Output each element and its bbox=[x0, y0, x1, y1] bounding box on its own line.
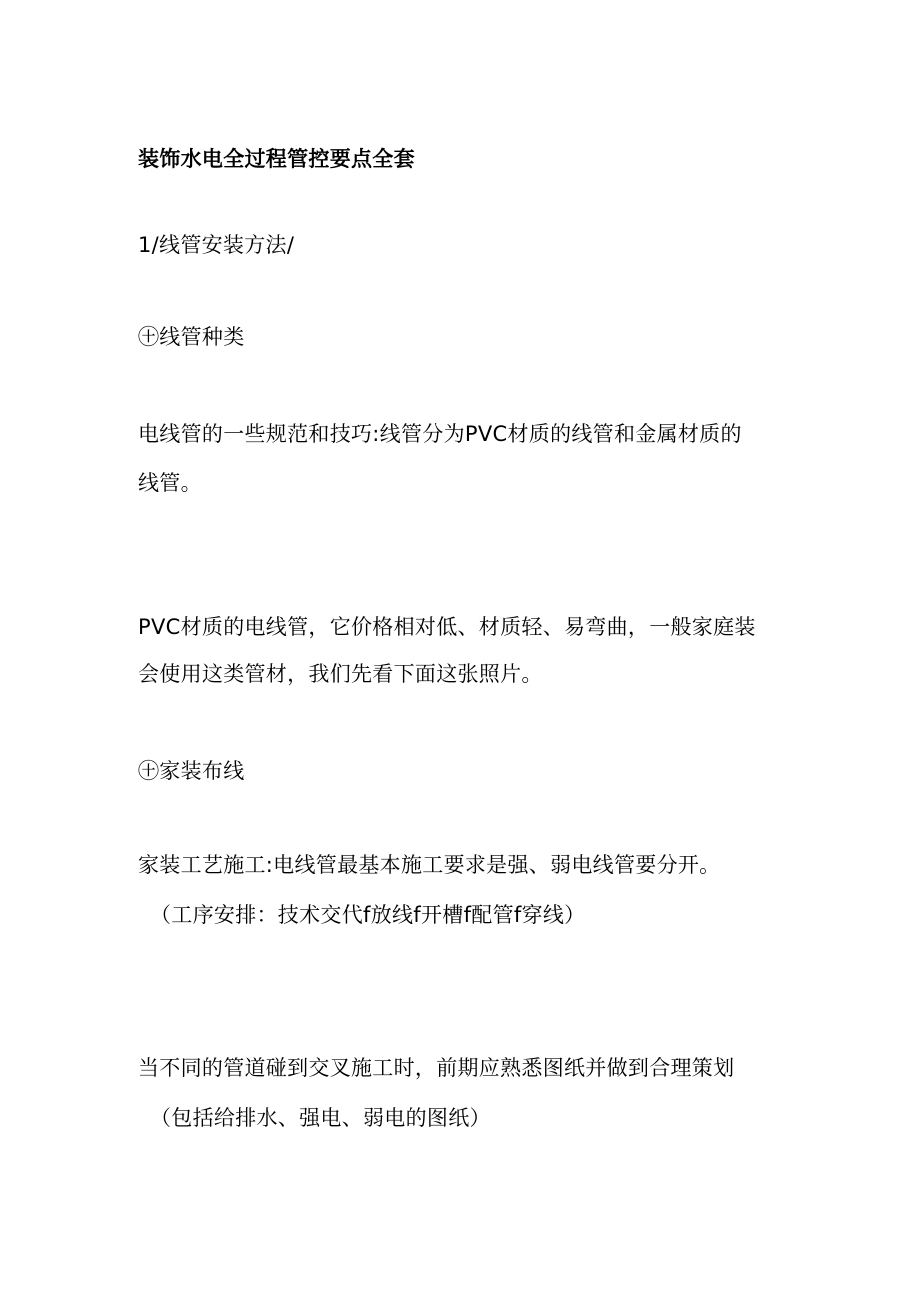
document-title: 装饰水电全过程管控要点全套 bbox=[138, 147, 415, 171]
paragraph-4-line-1: 当不同的管道碰到交叉施工时，前期应熟悉图纸并做到合理策划 bbox=[138, 1056, 735, 1080]
section-heading: 1/线管安装方法/ bbox=[138, 233, 295, 257]
paragraph-2-line-2: 会使用这类管材，我们先看下面这张照片。 bbox=[138, 662, 543, 686]
paragraph-3-line-1: 家装工艺施工:电线管最基本施工要求是强、弱电线管要分开。 bbox=[138, 853, 721, 877]
paragraph-3-line-2: （工序安排：技术交代f放线f开槽f配管f穿线） bbox=[150, 903, 586, 927]
sub-heading-pipe-types: ㊉线管种类 bbox=[138, 325, 245, 349]
paragraph-1-line-1: 电线管的一些规范和技巧:线管分为PVC材质的线管和金属材质的 bbox=[138, 422, 742, 446]
paragraph-2-line-1: PVC材质的电线管，它价格相对低、材质轻、易弯曲，一般家庭装 bbox=[138, 615, 756, 639]
paragraph-4-line-2: （包括给排水、强电、弱电的图纸） bbox=[150, 1106, 491, 1130]
sub-heading-home-wiring: ㊉家装布线 bbox=[138, 759, 245, 783]
paragraph-1-line-2: 线管。 bbox=[138, 471, 202, 495]
